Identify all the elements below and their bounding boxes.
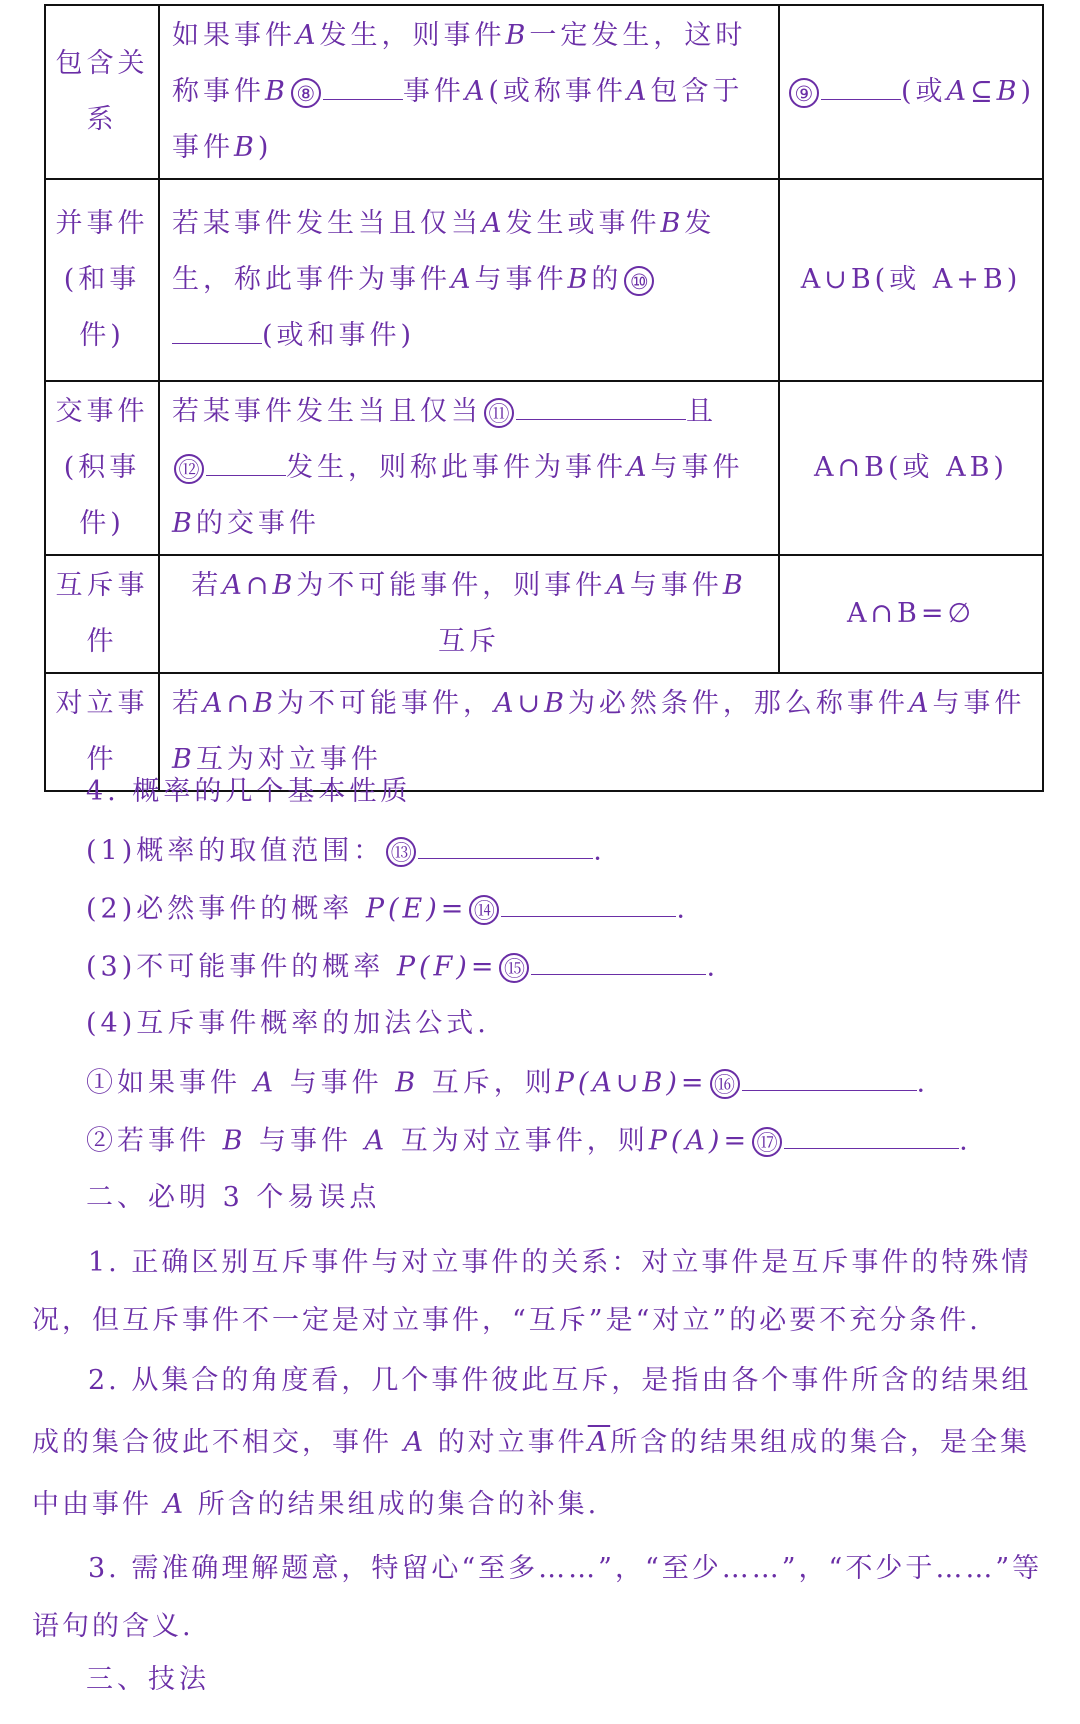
note-paragraph: 3. 需准确理解题意，特留心“至多……”，“至少……”，“不少于……”等语句的含义. (32, 1553, 1043, 1642)
table-row (45, 179, 1043, 381)
row-definition: 如果事件A发生，则事件B一定发生，这时称事件B ⑧ 事件A(或称事件A包含于事件B) (159, 5, 779, 179)
row-symbol: A∩B=∅ (779, 555, 1043, 673)
note-paragraph: 2. 从集合的角度看，几个事件彼此互斥，是指由各个事件所含的结果组成的集合彼此不相交，事件 A 的对立事件$\overline{A}$所含的结果组成的集合，是全集中由事件 A 所含的结果组成的集合的补集. (32, 1365, 1032, 1520)
property-item: (4)互斥事件概率的加法公式. (86, 1008, 490, 1039)
answer-blank[interactable] (418, 830, 593, 859)
blank-number: ⑨ (789, 78, 819, 108)
row-symbol: ⑨ (或A⊆B) (779, 5, 1043, 179)
row-name: 互斥事件 (45, 555, 159, 673)
row-name: 交事件(积事件) (45, 381, 159, 555)
property-item: ①如果事件 A 与事件 B 互斥，则P(A∪B)= ⑯ . (86, 1062, 929, 1103)
answer-blank[interactable] (742, 1062, 917, 1091)
answer-blank[interactable] (821, 71, 901, 100)
answer-blank[interactable] (531, 946, 706, 975)
row-symbol: A∩B(或 AB) (779, 381, 1043, 555)
section-heading: 三、技法 (86, 1664, 210, 1695)
row-name: 包含关系 (45, 5, 159, 179)
note-paragraph: 1. 正确区别互斥事件与对立事件的关系：对立事件是互斥事件的特殊情况，但互斥事件不一定是对立事件，“互斥”是“对立”的必要不充分条件. (32, 1247, 1032, 1336)
answer-blank[interactable] (206, 447, 286, 476)
row-definition: 若A∩B为不可能事件，A∪B为必然条件，那么称事件A与事件 B互为对立事件 (159, 673, 1043, 791)
answer-blank[interactable] (501, 888, 676, 917)
answer-blank[interactable] (516, 391, 686, 420)
row-definition: 若某事件发生当且仅当A发生或事件B发生，称此事件为事件A与事件B的 ⑩ (或和事件) (159, 179, 779, 381)
answer-blank[interactable] (172, 315, 262, 344)
blank-number: ⑯ (710, 1069, 740, 1099)
blank-number: ⑬ (386, 837, 416, 867)
table-row (45, 5, 1043, 179)
property-item: (2)必然事件的概率 P(E)= ⑭ . (86, 888, 689, 929)
answer-blank[interactable] (323, 71, 403, 100)
blank-number: ⑪ (484, 398, 514, 428)
property-item: (3)不可能事件的概率 P(F)= ⑮ . (86, 946, 719, 987)
table-row (45, 555, 1043, 673)
section-heading: 4. 概率的几个基本性质 (86, 776, 412, 807)
blank-number: ⑫ (174, 454, 204, 484)
row-definition: 若某事件发生当且仅当 ⑪ 且 ⑫ 发生，则称此事件为事件A与事件 B的交事件 (159, 381, 779, 555)
blank-number: ⑧ (291, 78, 321, 108)
row-definition: 若A∩B为不可能事件，则事件A与事件B 互斥 (159, 555, 779, 673)
section-heading: 二、必明 3 个易误点 (86, 1182, 381, 1213)
row-symbol: A∪B(或 A+B) (779, 179, 1043, 381)
row-name: 对立事件 (45, 673, 159, 791)
blank-number: ⑩ (624, 266, 654, 296)
blank-number: ⑰ (752, 1127, 782, 1157)
property-item: (1)概率的取值范围： ⑬ . (86, 830, 606, 871)
answer-blank[interactable] (784, 1120, 959, 1149)
blank-number: ⑭ (469, 895, 499, 925)
event-relation-table (44, 4, 1044, 792)
blank-number: ⑮ (499, 953, 529, 983)
property-item: ②若事件 B 与事件 A 互为对立事件，则P(A)= ⑰ . (86, 1120, 972, 1161)
table-row (45, 381, 1043, 555)
row-name: 并事件(和事件) (45, 179, 159, 381)
